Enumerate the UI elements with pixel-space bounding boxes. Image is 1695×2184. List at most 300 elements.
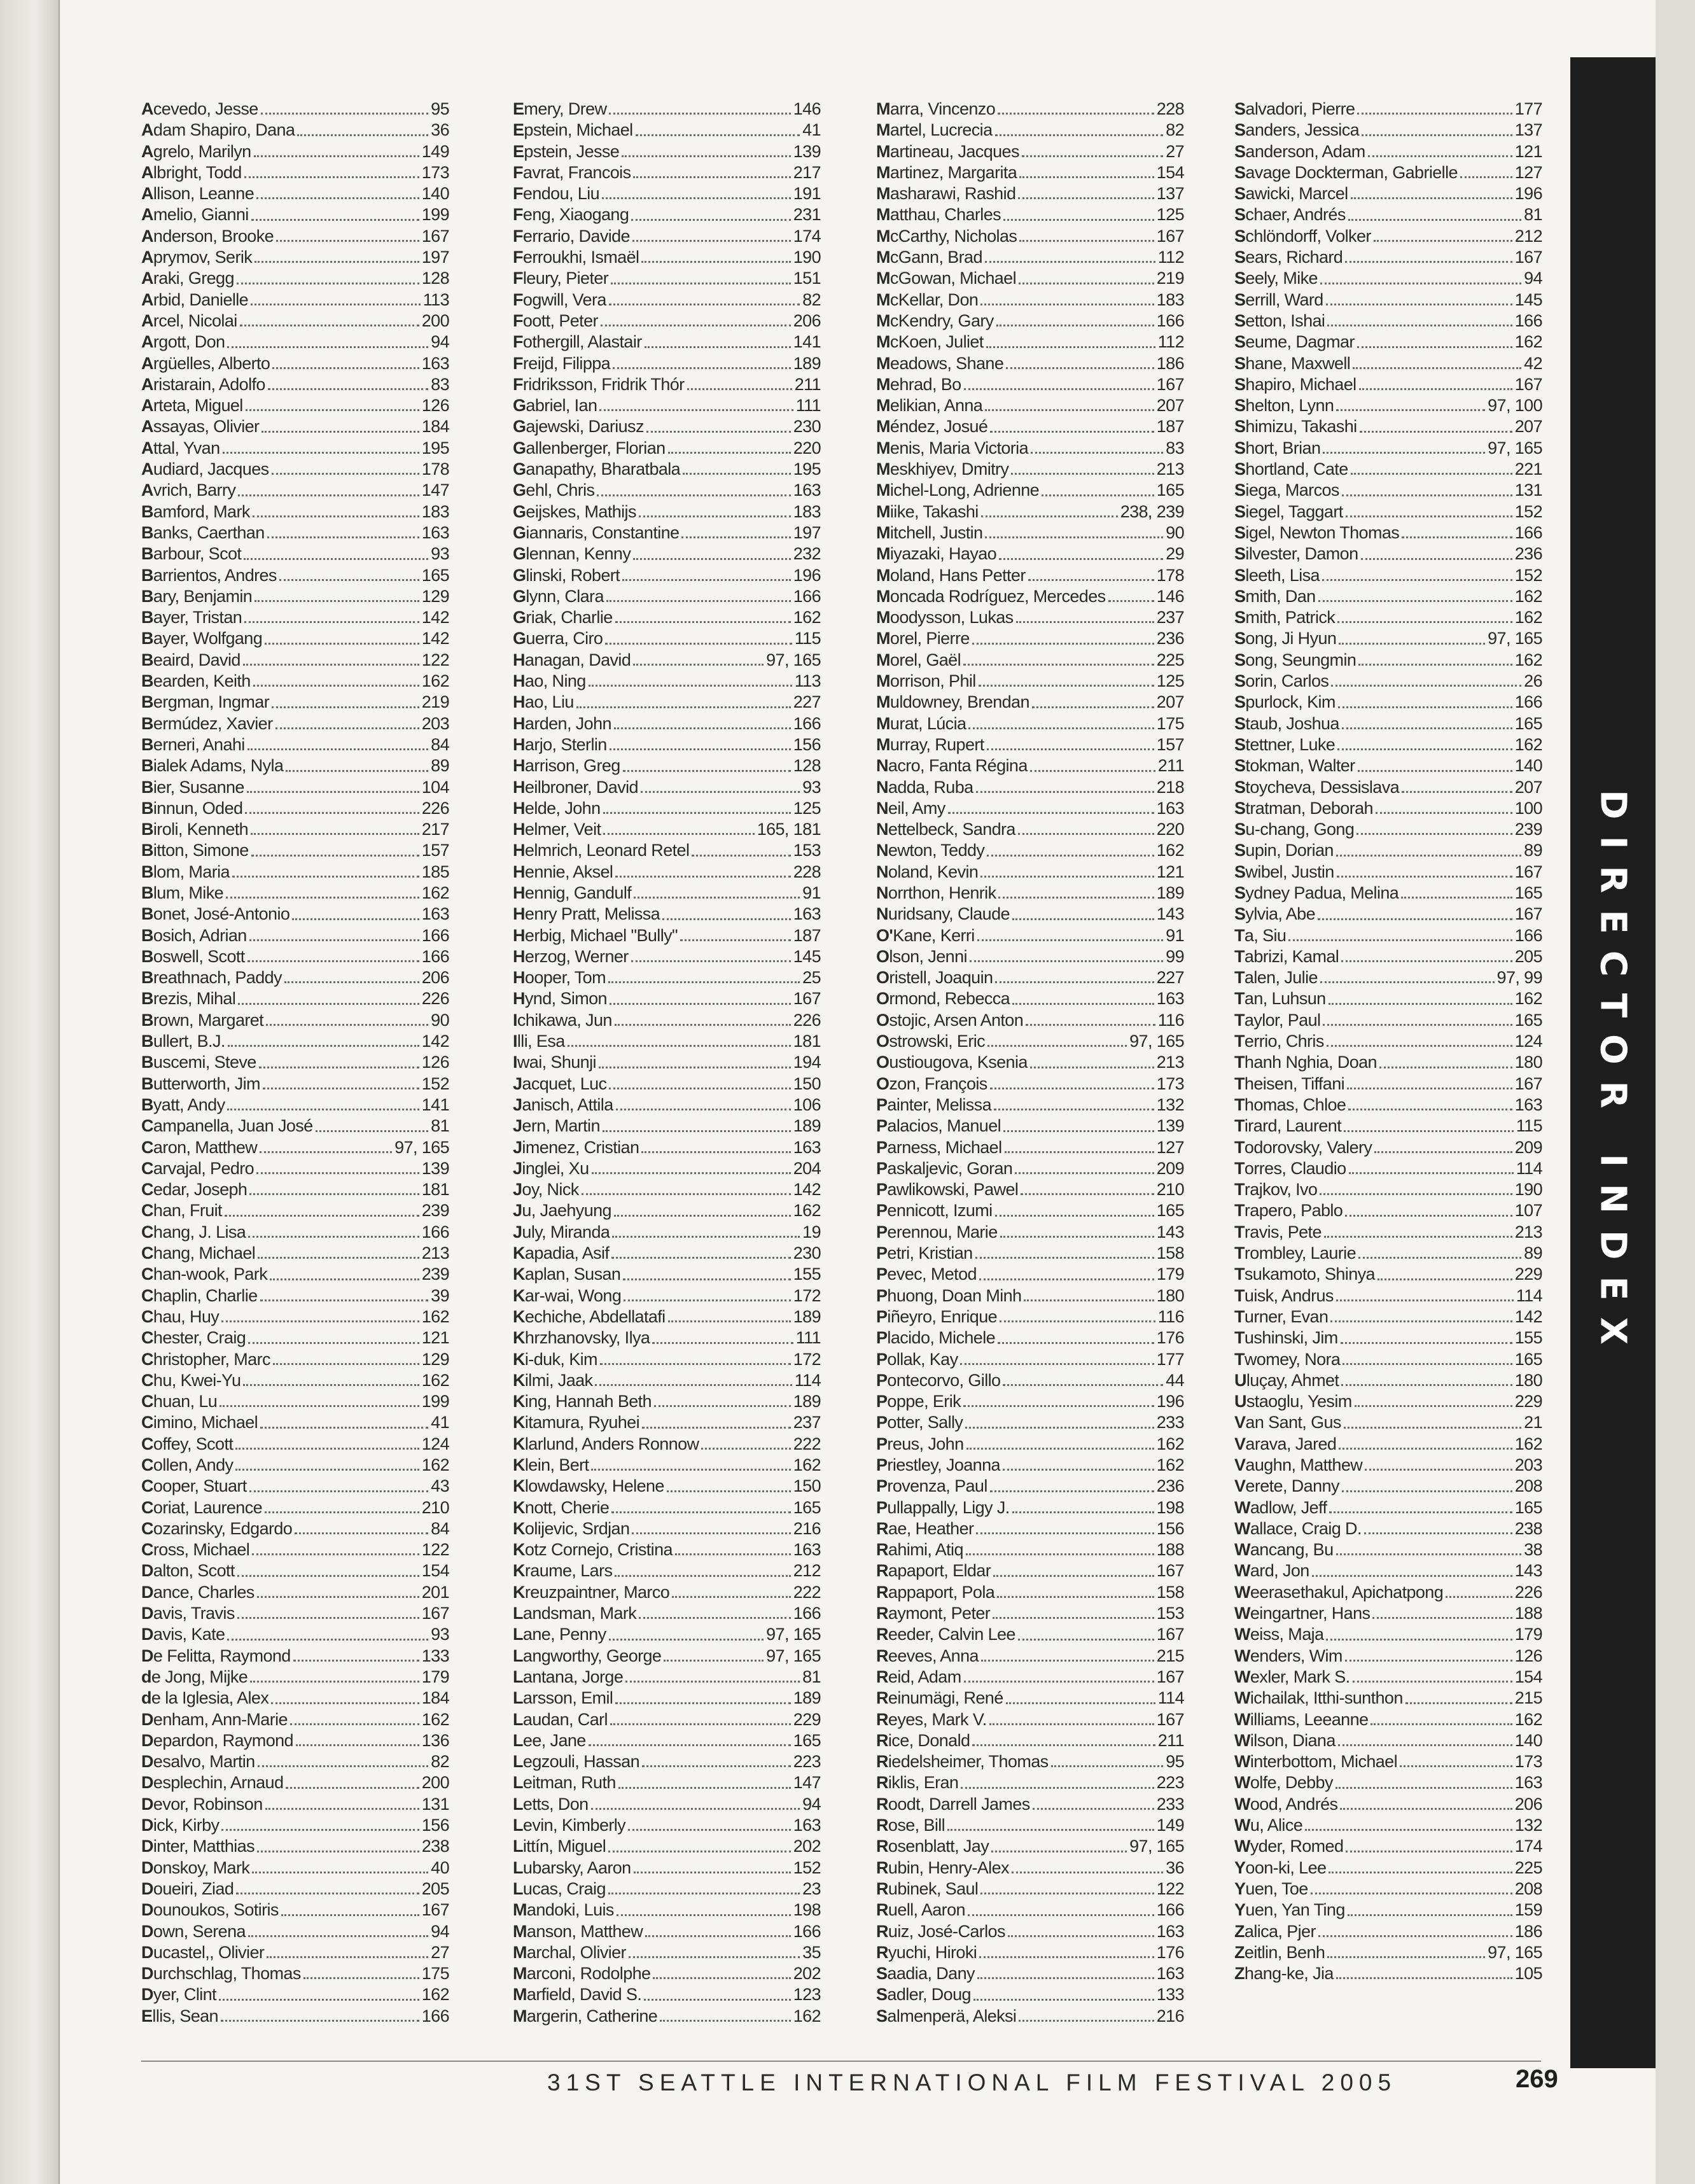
index-entry bbox=[876, 268, 1184, 289]
index-entry bbox=[513, 204, 821, 225]
index-entry bbox=[513, 1900, 821, 1921]
director-name: Ormond, Rebecca bbox=[876, 989, 1010, 1009]
dot-leader bbox=[1320, 1193, 1512, 1195]
dot-leader bbox=[601, 325, 791, 326]
dot-leader bbox=[259, 1067, 419, 1068]
page-reference: 167 bbox=[1514, 248, 1542, 267]
page-reference: 181 bbox=[793, 1032, 821, 1051]
index-entry bbox=[141, 883, 449, 904]
director-name: Seume, Dagmar bbox=[1234, 332, 1355, 352]
dot-leader bbox=[219, 1999, 419, 2001]
director-name: Ganapathy, Bharatbala bbox=[513, 459, 681, 479]
director-name: Pontecorvo, Gillo bbox=[876, 1370, 1001, 1390]
index-entry bbox=[876, 162, 1184, 183]
dot-leader bbox=[1339, 1448, 1512, 1450]
page-reference: 166 bbox=[793, 1921, 821, 1941]
director-name: Blom, Maria bbox=[141, 862, 230, 881]
index-entry bbox=[1234, 1031, 1542, 1052]
dot-leader bbox=[1372, 1617, 1512, 1619]
index-entry bbox=[513, 1052, 821, 1073]
page-reference: 89 bbox=[431, 756, 449, 776]
director-name: Stoycheva, Dessislava bbox=[1234, 777, 1400, 797]
director-name: Short, Brian bbox=[1234, 438, 1321, 458]
page-reference: 237 bbox=[1156, 608, 1184, 627]
director-name: Ichikawa, Jun bbox=[513, 1010, 612, 1030]
dot-leader bbox=[225, 1215, 419, 1217]
director-name: Smith, Dan bbox=[1234, 586, 1316, 606]
dot-leader bbox=[976, 791, 1154, 793]
page-reference: 228 bbox=[793, 862, 821, 881]
index-entry bbox=[513, 1391, 821, 1412]
index-entry bbox=[876, 1603, 1184, 1624]
page-reference: 167 bbox=[1156, 1625, 1184, 1644]
dot-leader bbox=[654, 1405, 791, 1407]
dot-leader bbox=[223, 452, 419, 454]
index-entry bbox=[876, 755, 1184, 776]
dot-leader bbox=[644, 1999, 790, 2001]
director-name: Audiard, Jacques bbox=[141, 459, 269, 479]
page-reference: 167 bbox=[421, 226, 449, 246]
dot-leader bbox=[632, 240, 791, 242]
director-name: Legzouli, Hassan bbox=[513, 1752, 640, 1772]
director-name: Martineau, Jacques bbox=[876, 141, 1019, 161]
index-entry bbox=[141, 1095, 449, 1116]
page-reference: 196 bbox=[1156, 1392, 1184, 1411]
index-entry bbox=[876, 311, 1184, 332]
director-name: Shelton, Lynn bbox=[1234, 396, 1334, 416]
dot-leader bbox=[602, 197, 791, 199]
director-name: Stokman, Walter bbox=[1234, 756, 1355, 776]
page-reference: 82 bbox=[1166, 120, 1184, 140]
dot-leader bbox=[1327, 325, 1512, 326]
director-name: Trajkov, Ivo bbox=[1234, 1180, 1318, 1200]
director-name: Doueiri, Ziad bbox=[141, 1879, 234, 1898]
index-entry bbox=[1234, 1646, 1542, 1667]
dot-leader bbox=[990, 431, 1154, 433]
index-entry bbox=[513, 480, 821, 501]
director-name: Murat, Lúcia bbox=[876, 713, 966, 733]
director-name: Dinter, Matthias bbox=[141, 1837, 255, 1856]
director-name: Tuisk, Andrus bbox=[1234, 1285, 1334, 1305]
dot-leader bbox=[272, 706, 419, 708]
index-entry bbox=[876, 988, 1184, 1009]
index-entry bbox=[513, 1603, 821, 1624]
dot-leader bbox=[292, 918, 419, 920]
director-name: Araki, Gregg bbox=[141, 269, 234, 288]
index-entry bbox=[1234, 840, 1542, 861]
dot-leader bbox=[589, 1744, 791, 1746]
director-name: Wichailak, Itthi-sunthon bbox=[1234, 1688, 1403, 1708]
index-entry bbox=[1234, 586, 1542, 607]
director-name: Wexler, Mark S. bbox=[1234, 1667, 1350, 1686]
index-entry bbox=[876, 1836, 1184, 1857]
page-reference: 208 bbox=[1514, 1476, 1542, 1496]
director-name: Trombley, Laurie bbox=[1234, 1243, 1356, 1263]
index-entry bbox=[876, 650, 1184, 671]
page-reference: 27 bbox=[431, 1942, 449, 1962]
director-name: Klein, Bert bbox=[513, 1455, 589, 1474]
director-name: Song, Ji Hyun bbox=[1234, 629, 1337, 648]
dot-leader bbox=[284, 981, 419, 983]
page-reference: 163 bbox=[793, 1137, 821, 1157]
index-entry bbox=[1234, 1222, 1542, 1243]
director-name: Arcel, Nicolai bbox=[141, 311, 237, 330]
index-entry bbox=[1234, 1434, 1542, 1455]
page-reference: 209 bbox=[1156, 1158, 1184, 1178]
dot-leader bbox=[606, 600, 791, 602]
index-entry bbox=[876, 1010, 1184, 1031]
index-entry bbox=[513, 1031, 821, 1052]
index-entry bbox=[141, 1624, 449, 1645]
index-entry bbox=[876, 565, 1184, 586]
page-reference: 100 bbox=[1514, 798, 1542, 818]
director-name: Jacquet, Luc bbox=[513, 1074, 607, 1093]
dot-leader bbox=[611, 283, 791, 284]
dot-leader bbox=[961, 1787, 1154, 1789]
dot-leader bbox=[600, 1363, 791, 1365]
index-entry bbox=[141, 459, 449, 480]
page-reference: 153 bbox=[793, 841, 821, 860]
dot-leader bbox=[1312, 1575, 1512, 1577]
page-reference: 186 bbox=[1156, 353, 1184, 373]
index-entry bbox=[876, 522, 1184, 543]
director-name: Méndez, Josué bbox=[876, 417, 988, 437]
dot-leader bbox=[253, 685, 419, 687]
dot-leader bbox=[265, 1511, 419, 1513]
dot-leader bbox=[595, 1384, 792, 1386]
dot-leader bbox=[687, 388, 792, 390]
dot-leader bbox=[240, 325, 419, 326]
page-reference: 165 bbox=[793, 1730, 821, 1750]
page-reference: 165 bbox=[1156, 480, 1184, 500]
dot-leader bbox=[996, 325, 1154, 326]
page-reference: 177 bbox=[1156, 1349, 1184, 1369]
index-entry bbox=[1234, 1116, 1542, 1137]
director-name: Setton, Ishai bbox=[1234, 311, 1325, 330]
director-name: Boswell, Scott bbox=[141, 946, 245, 966]
page-reference: 187 bbox=[793, 925, 821, 945]
dot-leader bbox=[1349, 1172, 1514, 1174]
index-entry bbox=[1234, 777, 1542, 798]
page-reference: 149 bbox=[421, 141, 449, 161]
director-name: Emery, Drew bbox=[513, 99, 607, 118]
director-name: Lubarsky, Aaron bbox=[513, 1858, 631, 1877]
director-name: Thanh Nghia, Doan bbox=[1234, 1053, 1377, 1072]
director-name: Riedelsheimer, Thomas bbox=[876, 1752, 1049, 1772]
director-name: Kilmi, Jaak bbox=[513, 1370, 593, 1390]
index-entry bbox=[876, 226, 1184, 247]
page-reference: 139 bbox=[421, 1158, 449, 1178]
page-reference: 166 bbox=[1514, 692, 1542, 712]
director-name: Avrich, Barry bbox=[141, 480, 236, 500]
dot-leader bbox=[279, 579, 419, 581]
page-reference: 163 bbox=[1514, 1095, 1542, 1114]
dot-leader bbox=[618, 1787, 791, 1789]
director-name: Albright, Todd bbox=[141, 162, 242, 182]
director-name: Serrill, Ward bbox=[1234, 290, 1323, 309]
dot-leader bbox=[254, 155, 419, 157]
index-entry bbox=[1234, 162, 1542, 183]
dot-leader bbox=[270, 1278, 419, 1280]
page-reference: 175 bbox=[1156, 713, 1184, 733]
page-reference: 143 bbox=[1514, 1561, 1542, 1581]
dot-leader bbox=[1357, 346, 1512, 348]
dot-leader bbox=[1032, 706, 1154, 708]
director-name: Arbid, Danielle bbox=[141, 290, 249, 309]
dot-leader bbox=[582, 1193, 791, 1195]
index-entry bbox=[876, 1200, 1184, 1221]
index-entry bbox=[141, 1539, 449, 1560]
index-entry bbox=[141, 1942, 449, 1963]
dot-leader bbox=[281, 1914, 419, 1916]
page-reference: 162 bbox=[1156, 841, 1184, 860]
index-entry bbox=[141, 141, 449, 162]
director-name: Melikian, Anna bbox=[876, 396, 983, 416]
director-name: Wallace, Craig D. bbox=[1234, 1518, 1362, 1538]
page-reference: 111 bbox=[795, 1328, 821, 1348]
director-name: Ju, Jaehyung bbox=[513, 1201, 611, 1221]
page-reference: 162 bbox=[421, 1370, 449, 1390]
page-reference: 41 bbox=[431, 1413, 449, 1432]
index-entry bbox=[141, 332, 449, 353]
dot-leader bbox=[1329, 1511, 1512, 1513]
dot-leader bbox=[248, 1342, 419, 1344]
page-reference: 152 bbox=[1514, 501, 1542, 521]
index-entry bbox=[513, 311, 821, 332]
index-entry bbox=[1234, 1391, 1542, 1412]
director-name: Harjo, Sterlin bbox=[513, 734, 607, 754]
page-reference: 230 bbox=[793, 1243, 821, 1263]
page-reference: 152 bbox=[1514, 565, 1542, 585]
page-reference: 112 bbox=[1157, 248, 1184, 267]
page-reference: 229 bbox=[1514, 1264, 1542, 1284]
director-name: Wyder, Romed bbox=[1234, 1837, 1344, 1856]
director-name: Littín, Miguel bbox=[513, 1837, 606, 1856]
page-reference: 157 bbox=[421, 841, 449, 860]
dot-leader bbox=[1019, 283, 1154, 284]
index-entry bbox=[513, 1455, 821, 1476]
page-reference: 216 bbox=[1156, 2006, 1184, 2026]
dot-leader bbox=[1337, 748, 1512, 750]
director-name: Rice, Donald bbox=[876, 1730, 970, 1750]
dot-leader bbox=[616, 1109, 791, 1110]
dot-leader bbox=[1346, 515, 1512, 517]
dot-leader bbox=[605, 643, 792, 645]
page-reference: 145 bbox=[1514, 290, 1542, 309]
dot-leader bbox=[1329, 1872, 1512, 1873]
index-entry bbox=[141, 925, 449, 946]
director-name: Tirard, Laurent bbox=[1234, 1116, 1342, 1136]
page-reference: 126 bbox=[421, 396, 449, 416]
index-entry bbox=[876, 1222, 1184, 1243]
page-reference: 125 bbox=[1156, 205, 1184, 225]
page-reference: 162 bbox=[1156, 1455, 1184, 1474]
page-reference: 239 bbox=[1514, 820, 1542, 839]
director-name: Piñeyro, Enrique bbox=[876, 1306, 998, 1326]
index-entry bbox=[513, 607, 821, 628]
director-name: Paskaljevic, Goran bbox=[876, 1158, 1013, 1178]
director-name: Aprymov, Serik bbox=[141, 248, 253, 267]
page-reference: 189 bbox=[793, 1306, 821, 1326]
page-reference: 155 bbox=[1514, 1328, 1542, 1348]
page-reference: 183 bbox=[1156, 290, 1184, 309]
page-reference: 213 bbox=[1514, 1222, 1542, 1242]
dot-leader bbox=[1336, 1977, 1512, 1979]
index-entry bbox=[1234, 311, 1542, 332]
index-entry bbox=[876, 1370, 1184, 1391]
index-entry bbox=[876, 1942, 1184, 1963]
page-reference: 181 bbox=[421, 1180, 449, 1200]
director-name: Theisen, Tiffani bbox=[1234, 1074, 1345, 1093]
director-name: Fogwill, Vera bbox=[513, 290, 606, 309]
dot-leader bbox=[303, 1977, 419, 1979]
director-name: Attal, Yvan bbox=[141, 438, 220, 458]
dot-leader bbox=[1351, 197, 1512, 199]
page-reference: 111 bbox=[795, 396, 821, 416]
index-entry bbox=[876, 1921, 1184, 1942]
director-name: Ward, Jon bbox=[1234, 1561, 1309, 1581]
director-name: De Felitta, Raymond bbox=[141, 1646, 291, 1665]
director-name: Pevec, Metod bbox=[876, 1264, 977, 1284]
director-name: Kraume, Lars bbox=[513, 1561, 613, 1581]
director-name: Heilbroner, David bbox=[513, 777, 638, 797]
page-reference: 139 bbox=[1156, 1116, 1184, 1136]
index-entry bbox=[141, 967, 449, 988]
page-reference: 167 bbox=[1156, 226, 1184, 246]
dot-leader bbox=[608, 981, 800, 983]
index-entry bbox=[1234, 1200, 1542, 1221]
page-reference: 217 bbox=[421, 820, 449, 839]
dot-leader bbox=[603, 812, 791, 814]
dot-leader bbox=[1311, 1893, 1512, 1894]
dot-leader bbox=[1341, 960, 1512, 962]
page-reference: 162 bbox=[793, 1455, 821, 1474]
director-name: Ferroukhi, Ismaël bbox=[513, 248, 639, 267]
page-reference: 227 bbox=[793, 692, 821, 712]
page-reference: 141 bbox=[421, 1095, 449, 1114]
dot-leader bbox=[664, 1660, 764, 1662]
dot-leader bbox=[1355, 1405, 1512, 1407]
page-reference: 173 bbox=[1514, 1752, 1542, 1772]
page-reference: 93 bbox=[802, 777, 821, 797]
director-name: Lucas, Craig bbox=[513, 1879, 606, 1898]
index-entry bbox=[876, 1772, 1184, 1793]
index-entry bbox=[513, 925, 821, 946]
index-entry bbox=[513, 1984, 821, 2005]
page-reference: 199 bbox=[421, 1392, 449, 1411]
page-reference: 162 bbox=[793, 1201, 821, 1221]
director-name: Verete, Danny bbox=[1234, 1476, 1339, 1496]
index-entry bbox=[513, 1116, 821, 1137]
index-entry bbox=[513, 1751, 821, 1772]
page-reference: 219 bbox=[1156, 269, 1184, 288]
dot-leader bbox=[662, 918, 791, 920]
index-entry bbox=[876, 416, 1184, 437]
page-reference: 167 bbox=[1514, 862, 1542, 881]
index-entry bbox=[876, 332, 1184, 353]
director-name: Helmer, Veit bbox=[513, 820, 601, 839]
director-name: Devor, Robinson bbox=[141, 1794, 263, 1814]
page-reference: 183 bbox=[421, 501, 449, 521]
index-entry bbox=[876, 1900, 1184, 1921]
director-name: Rappaport, Pola bbox=[876, 1582, 995, 1602]
dot-leader bbox=[1406, 1702, 1512, 1704]
page-reference: 162 bbox=[1514, 608, 1542, 627]
director-name: Torres, Claudio bbox=[1234, 1158, 1346, 1178]
index-entry bbox=[1234, 1327, 1542, 1348]
dot-leader bbox=[998, 897, 1154, 899]
dot-leader bbox=[993, 1575, 1154, 1577]
index-entry bbox=[876, 1879, 1184, 1900]
page-reference: 205 bbox=[1514, 946, 1542, 966]
director-name: Sigel, Newton Thomas bbox=[1234, 522, 1400, 542]
dot-leader bbox=[1012, 1511, 1154, 1513]
page-reference: 124 bbox=[1514, 1032, 1542, 1051]
dot-leader bbox=[271, 1702, 419, 1704]
index-entry bbox=[141, 904, 449, 925]
dot-leader bbox=[265, 1808, 419, 1810]
page-reference: 213 bbox=[1156, 1053, 1184, 1072]
page-reference: 121 bbox=[421, 1328, 449, 1348]
page-reference: 93 bbox=[431, 1625, 449, 1644]
director-name: Chaplin, Charlie bbox=[141, 1285, 258, 1305]
dot-leader bbox=[293, 1660, 419, 1662]
director-name: McGann, Brad bbox=[876, 248, 982, 267]
page-reference: 211 bbox=[1157, 1730, 1184, 1750]
director-name: Uluçay, Ahmet bbox=[1234, 1370, 1339, 1390]
dot-leader bbox=[634, 1872, 791, 1873]
page-reference: 167 bbox=[1514, 904, 1542, 924]
page-reference: 90 bbox=[431, 1010, 449, 1030]
dot-leader bbox=[1401, 897, 1512, 899]
dot-leader bbox=[1108, 600, 1154, 602]
dot-leader bbox=[642, 1765, 791, 1767]
page-reference: 202 bbox=[793, 1837, 821, 1856]
director-name: Ta, Siu bbox=[1234, 925, 1287, 945]
index-column-4 bbox=[1234, 99, 1542, 1984]
index-entry bbox=[513, 438, 821, 459]
director-name: Meadows, Shane bbox=[876, 353, 1004, 373]
director-name: Vaughn, Matthew bbox=[1234, 1455, 1363, 1474]
dot-leader bbox=[273, 1363, 419, 1365]
index-entry bbox=[1234, 1772, 1542, 1793]
page-reference: 95 bbox=[431, 99, 449, 118]
director-name: Oustiougova, Ksenia bbox=[876, 1053, 1028, 1072]
dot-leader bbox=[642, 1427, 791, 1429]
page-reference: 227 bbox=[1156, 968, 1184, 988]
index-entry bbox=[513, 268, 821, 289]
dot-leader bbox=[979, 1278, 1154, 1280]
dot-leader bbox=[1028, 579, 1154, 581]
index-entry bbox=[513, 416, 821, 437]
page-reference: 165 bbox=[1514, 883, 1542, 902]
index-entry bbox=[513, 226, 821, 247]
dot-leader bbox=[990, 1088, 1154, 1089]
dot-leader bbox=[228, 1045, 419, 1047]
page-reference: 225 bbox=[1514, 1858, 1542, 1877]
page-reference: 166 bbox=[1514, 311, 1542, 330]
index-entry bbox=[1234, 925, 1542, 946]
director-name: Rae, Heather bbox=[876, 1518, 974, 1538]
page-reference: 35 bbox=[802, 1942, 821, 1962]
index-entry bbox=[141, 1772, 449, 1793]
index-entry bbox=[876, 713, 1184, 734]
director-name: Acevedo, Jesse bbox=[141, 99, 258, 118]
page-reference: 141 bbox=[793, 332, 821, 352]
page-reference: 238 bbox=[421, 1837, 449, 1856]
page-reference: 167 bbox=[1156, 1561, 1184, 1581]
dot-leader bbox=[1329, 1003, 1512, 1005]
